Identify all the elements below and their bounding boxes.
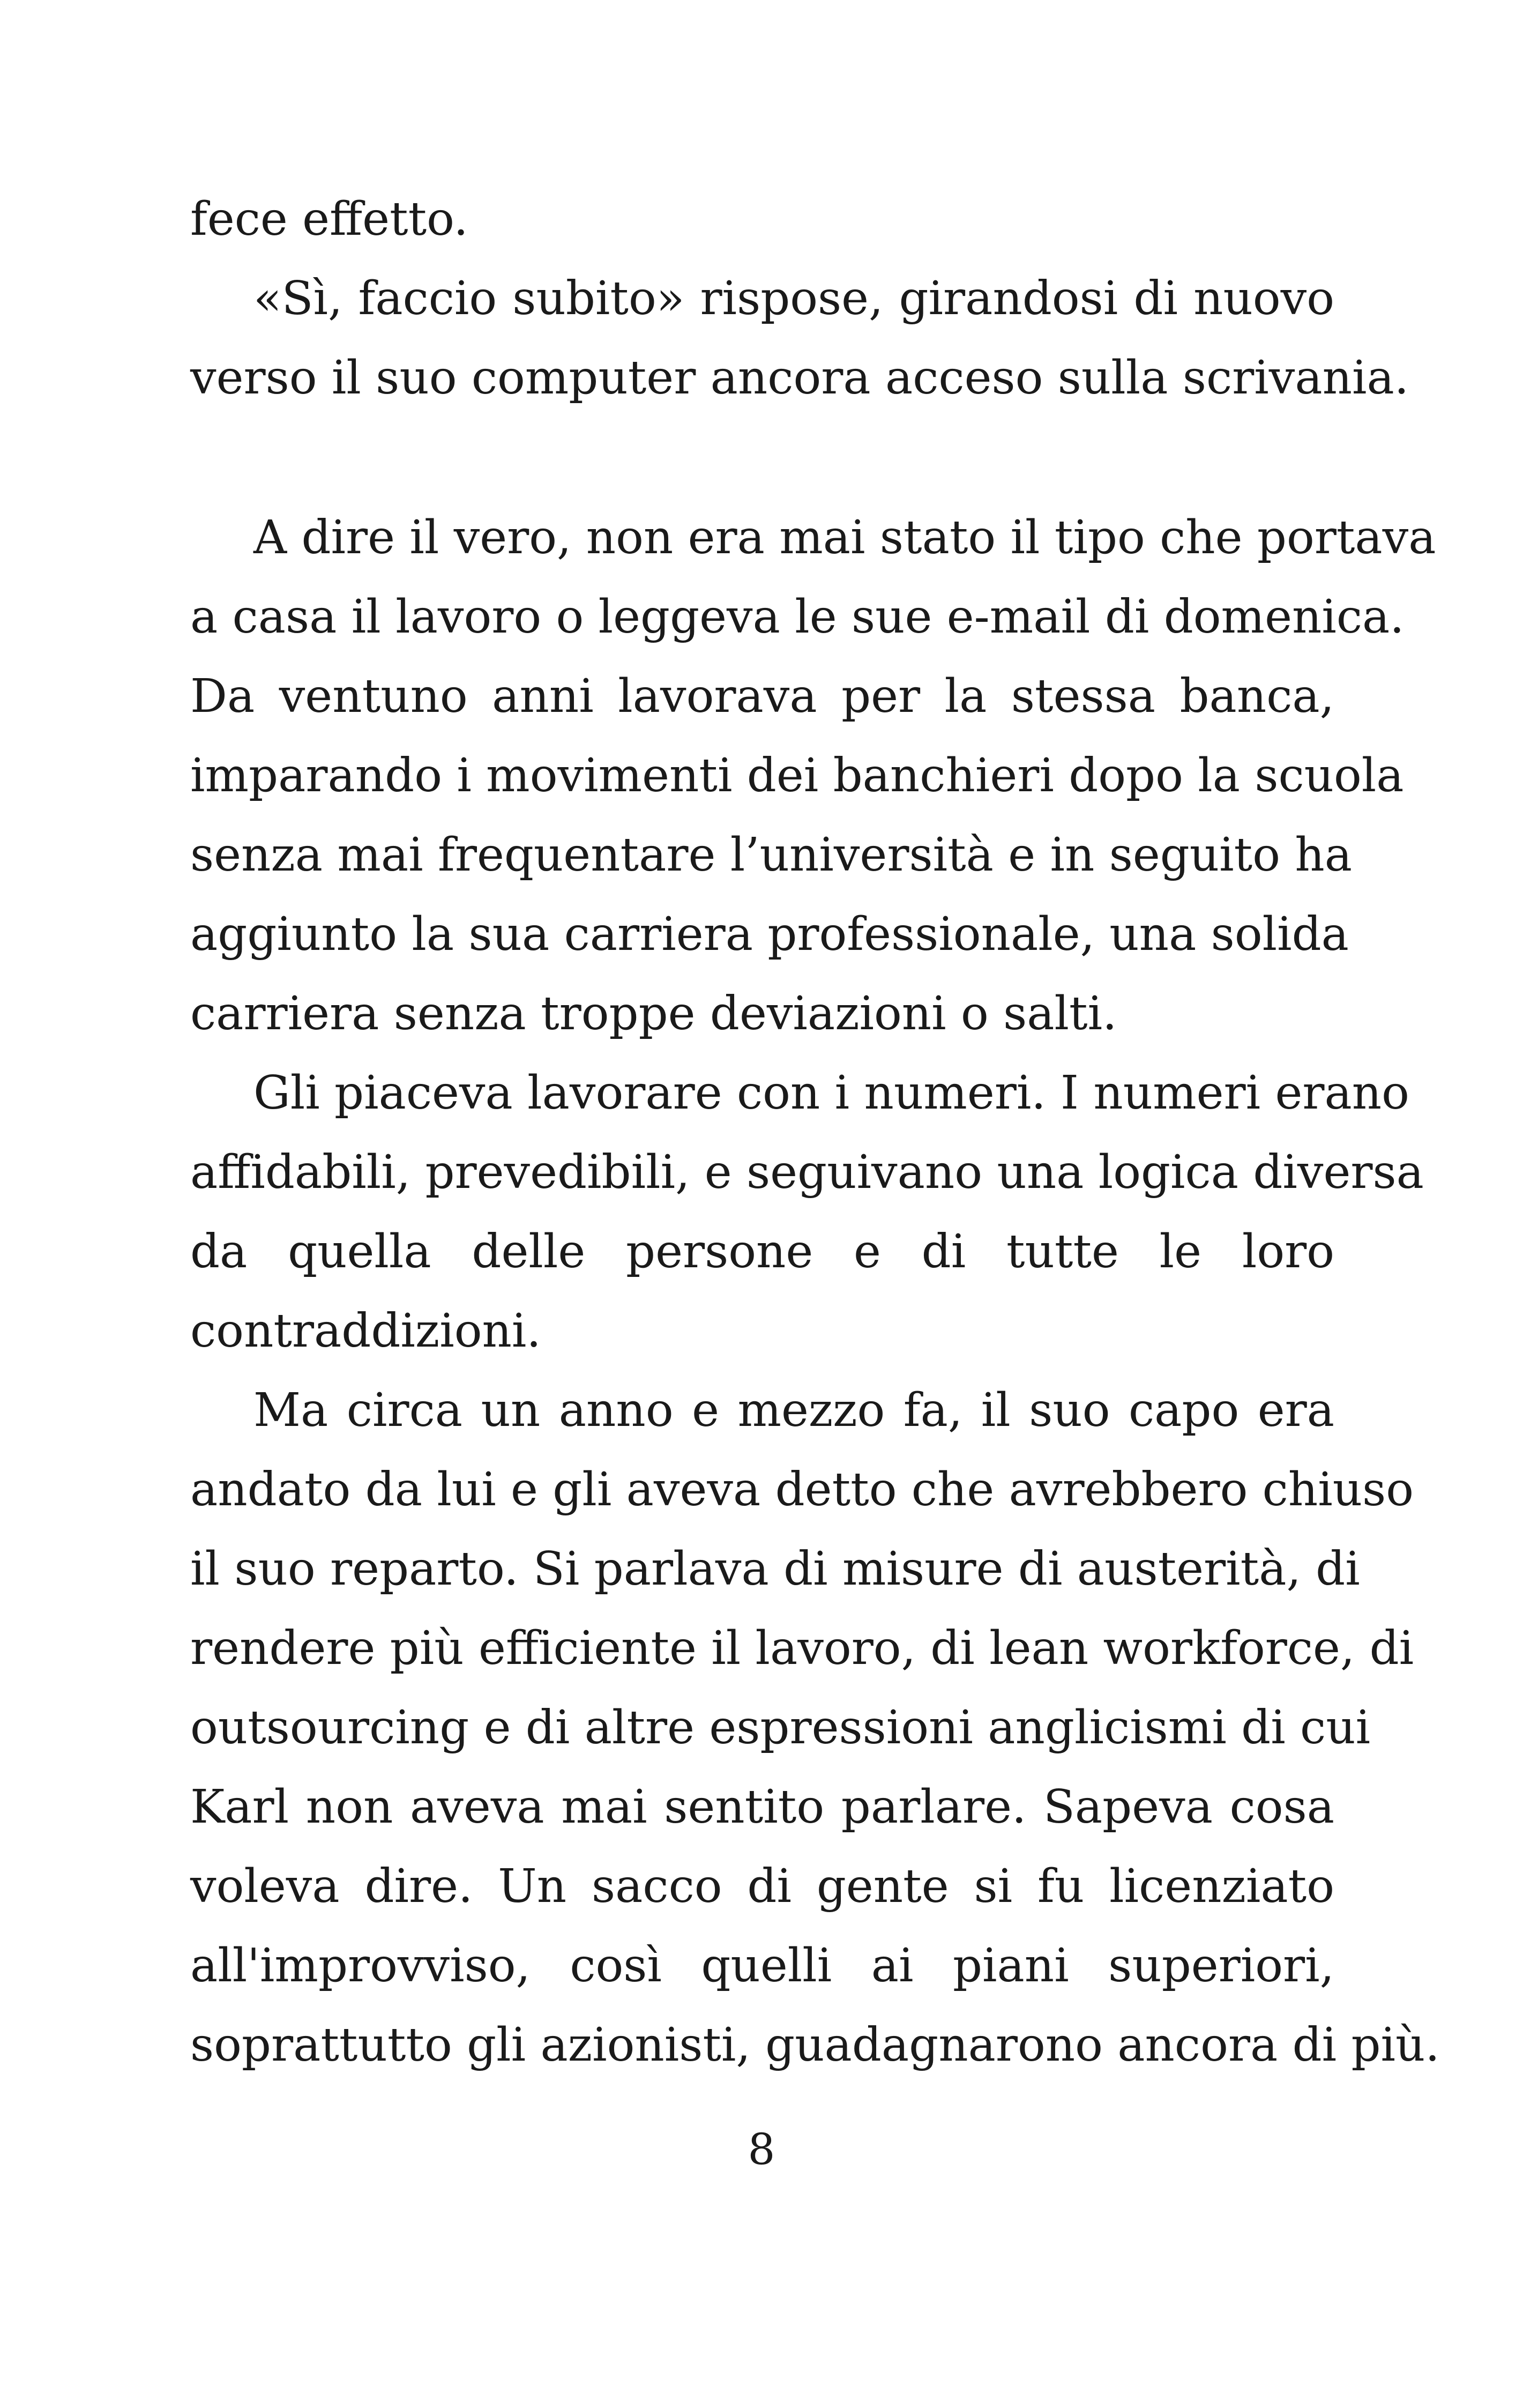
text-line: «Sì, faccio subito» rispose, girandosi di nuovo xyxy=(253,272,1334,325)
text-line: Gli piaceva lavorare con i numeri. I numeri erano xyxy=(253,1066,1409,1120)
text-line: aggiunto la sua carriera professionale, una solida xyxy=(190,908,1349,961)
text-line: Ma circa un anno e mezzo fa, il suo capo era xyxy=(253,1384,1334,1437)
text-line: carriera senza troppe deviazioni o salti. xyxy=(190,987,1117,1041)
text-line: Da ventuno anni lavorava per la stessa banca, xyxy=(190,670,1334,723)
text-line: il suo reparto. Si parlava di misure di austerità, di xyxy=(190,1542,1360,1596)
text-line: a casa il lavoro o leggeva le sue e-mail di domenica. xyxy=(190,590,1405,644)
text-line: soprattutto gli azionisti, guadagnarono ancora di più. xyxy=(190,2018,1440,2072)
section-break xyxy=(190,418,1334,498)
text-line: Karl non aveva mai sentito parlare. Sapeva cosa xyxy=(190,1780,1334,1834)
text-line: fece effetto. xyxy=(190,192,468,246)
page-number: 8 xyxy=(748,2124,775,2174)
text-line: all'improvviso, così quelli ai piani superiori, xyxy=(190,1939,1334,1993)
text-line: andato da lui e gli aveva detto che avrebbero chiuso xyxy=(190,1463,1414,1517)
text-line: contraddizioni. xyxy=(190,1304,541,1358)
text-line: outsourcing e di altre espressioni anglicismi di cui xyxy=(190,1701,1371,1755)
text-line: rendere più efficiente il lavoro, di lean workforce, di xyxy=(190,1622,1414,1675)
text-line: affidabili, prevedibili, e seguivano una logica diversa xyxy=(190,1146,1424,1199)
text-line: da quella delle persone e di tutte le loro xyxy=(190,1225,1334,1279)
text-line: voleva dire. Un sacco di gente si fu licenziato xyxy=(190,1860,1334,1913)
text-line: senza mai frequentare l’università e in seguito ha xyxy=(190,828,1353,882)
text-line: verso il suo computer ancora acceso sulla scrivania. xyxy=(190,351,1409,405)
page-body xyxy=(190,180,1440,2085)
text-line: A dire il vero, non era mai stato il tipo che portava xyxy=(253,511,1436,564)
text-line: imparando i movimenti dei banchieri dopo la scuola xyxy=(190,749,1404,802)
